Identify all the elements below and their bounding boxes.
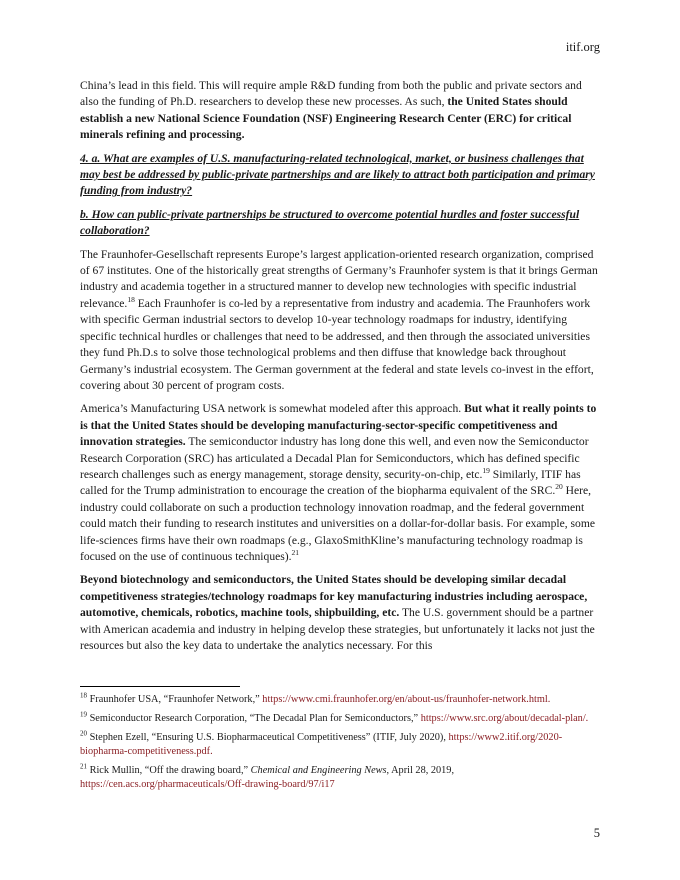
paragraph-text: The U.S. government should be a partner with American academia and industry in helping develop these strategies, but unfortunately it lacks not just the resources but also the key data to undertake the analytics necessary. For this: [80, 606, 595, 652]
footnote-18: [80, 693, 600, 707]
footnote-21: [80, 764, 600, 792]
footnote-20: [80, 731, 600, 759]
footnote-text: Stephen Ezell, “Ensuring U.S. Biopharmaceutical Competitiveness” (ITIF, July 2020),: [87, 732, 449, 743]
footnote-number: 21: [80, 762, 87, 771]
footnote-text: Rick Mullin, “Off the drawing board,”: [87, 765, 251, 776]
paragraph-text: The semiconductor industry has long done this well, and even now the Semiconductor Research Corporation (SRC) has articulated a Decadal Plan for Semiconductors, which has defined specific research challenges such as energy management, storage density, security-on-chip, etc.: [80, 435, 589, 481]
recommendation-bold: But what it really points to is that the United States should be developing manufacturing-sector-specific competitiveness and innovation strategies.: [80, 402, 597, 449]
footnote-ref-20[interactable]: 20: [555, 482, 563, 492]
question-4b: b. How can public-private partnerships be structured to overcome potential hurdles and foster successful collaboration?: [80, 207, 580, 238]
footnote-link[interactable]: https://www.cmi.fraunhofer.org/en/about-us/fraunhofer-network.html.: [262, 694, 551, 705]
footnote-divider: [80, 686, 240, 687]
footnote-ref-19[interactable]: 19: [482, 466, 490, 476]
footnotes: [80, 693, 600, 797]
recommendation-bold: the United States should establish a new National Science Foundation (NSF) Engineering Research Center (ERC) for critical minerals refining and processing.: [80, 95, 572, 142]
paragraph-text: China’s lead in this field. This will require ample R&D funding from both the public and private sectors and also the funding of Ph.D. researchers to develop these new processes. As such,: [80, 79, 582, 109]
question-4a: 4. a. What are examples of U.S. manufacturing-related technological, market, or business challenges that may best be addressed by public-private partnerships and are likely to attract both participation and primary funding from industry?: [80, 151, 595, 198]
footnote-link[interactable]: https://cen.acs.org/pharmaceuticals/Off-drawing-board/97/i17: [80, 779, 335, 790]
footnote-publication: Chemical and Engineering News: [250, 765, 387, 776]
footnote-text: , April 28, 2019,: [386, 765, 455, 776]
footnote-19: [80, 712, 600, 726]
header-site: itif.org: [565, 40, 600, 54]
page-number: 5: [593, 826, 600, 840]
paragraph-decadal-strategies: [80, 572, 600, 654]
page-body: [80, 78, 600, 661]
paragraph-text: Similarly, ITIF has called for the Trump administration to encourage the creation of the biopharma equivalent of the SRC.: [80, 467, 581, 498]
paragraph-text: Here, industry could collaborate on such a production technology innovation roadmap, and the federal government could match their funding to research institutes and universities on a dollar-for-dollar basis. For example, some life-sciences firms have their own roadmaps (e.g., GlaxoSmithKline’s manufacturing technology roadmap is focused on the use of continuous techniques).: [80, 484, 595, 563]
footnote-number: 19: [80, 710, 87, 719]
footnote-text: Fraunhofer USA, “Fraunhofer Network,”: [87, 694, 263, 705]
footnote-text: Semiconductor Research Corporation, “The Decadal Plan for Semiconductors,”: [87, 713, 421, 724]
paragraph-manufacturing-usa: [80, 401, 600, 565]
footnote-number: 18: [80, 691, 87, 700]
footnote-ref-21[interactable]: 21: [291, 548, 300, 558]
recommendation-bold: Beyond biotechnology and semiconductors, the United States should be developing similar decadal competitiveness strategies/technology roadmaps for key manufacturing industries including aerospace, automotive, chemicals, robotics, machine tools, shipbuilding, etc.: [80, 573, 588, 620]
paragraph-text: Each Fraunhofer is co-led by a representative from industry and academia. The Fraunhofers work with specific German industrial sectors to develop 10-year technology roadmaps for industry, identifying specific technical hurdles or challenges that need to be addressed, and then through the associated universities they fund Ph.D.s to solve those technological problems and then diffuse that knowledge back throughout Germany’s industrial ecosystem. The German government at the federal and state levels co-invest in the effort, covering about 30 percent of program costs.: [80, 296, 594, 392]
paragraph-text: America’s Manufacturing USA network is somewhat modeled after this approach.: [80, 402, 465, 416]
footnote-number: 20: [80, 729, 87, 738]
footnote-link[interactable]: https://www2.itif.org/2020-biopharma-competitiveness.pdf.: [80, 732, 563, 757]
paragraph-fraunhofer: [80, 247, 600, 395]
paragraph-critical-minerals: [80, 78, 600, 144]
footnote-ref-18[interactable]: 18: [127, 295, 135, 305]
footnote-link[interactable]: https://www.src.org/about/decadal-plan/.: [420, 713, 589, 724]
paragraph-text: The Fraunhofer-Gesellschaft represents Europe’s largest application-oriented research organization, comprised of 67 institutes. One of the historically great strengths of Germany’s Fraunhofer system is that it brings German industry and academia together in a structured manner to develop new technologies with specific industrial relevance.: [80, 247, 598, 310]
